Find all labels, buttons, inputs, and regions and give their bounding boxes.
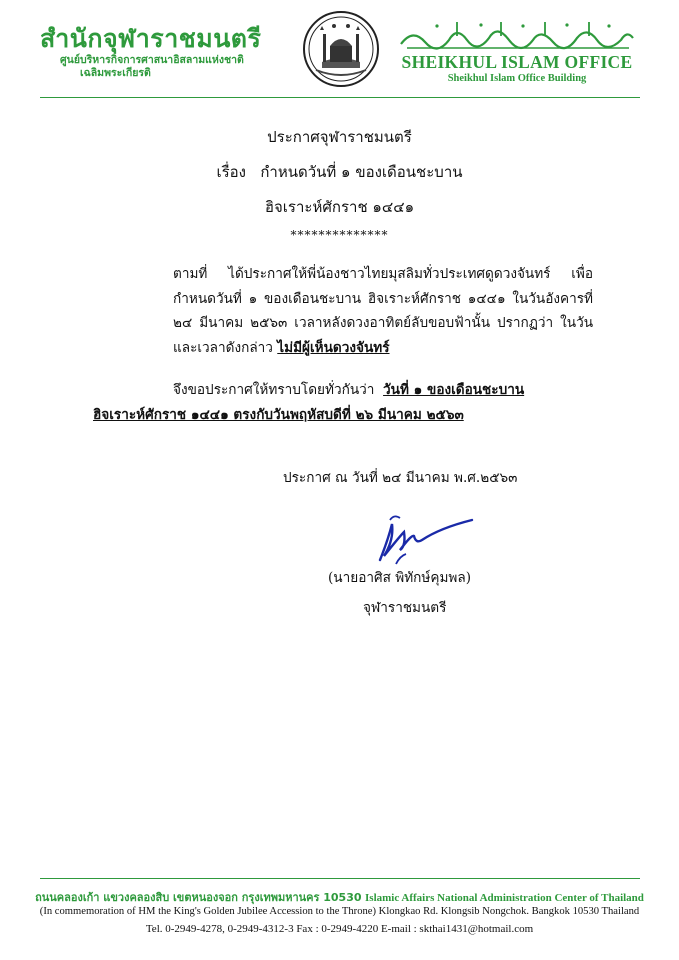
letterhead-english-block: [392, 20, 642, 85]
para1-text: ตามที่ ได้ประกาศให้พี่น้องชาวไทยมุสลิมทั่วประเทศดูดวงจันทร์ เพื่อกำหนดวันที่ ๑ ของเดือนชะบาน ฮิจเราะห์ศักราช ๑๔๔๑ ในวันอังคารที่ ๒๔ มีนาคม ๒๕๖๓ เวลาหลังดวงอาทิตย์ลับขอบฟ้านั้น ปรากฏว่า ในวันและเวลาดังกล่าว: [173, 266, 593, 356]
para1-emphasis: ไม่มีผู้เห็นดวงจันทร์: [277, 339, 390, 356]
thai-office-subtitle-2: เฉลิมพระเกียรติ: [80, 67, 151, 79]
signatory-name: (นายอาศิส พิทักษ์คุมพล): [328, 570, 471, 586]
subject-label: เรื่อง: [216, 163, 247, 181]
announcement-year: ฮิจเราะห์ศักราช ๑๔๔๑: [264, 198, 415, 216]
separator-stars: **************: [290, 228, 389, 242]
header-divider: [40, 97, 640, 98]
footer-contact: Tel. 0-2949-4278, 0-2949-4312-3 Fax : 0-2949-4220 E-mail : skthai1431@hotmail.com: [145, 923, 534, 935]
footer-divider: [40, 878, 640, 879]
para2-emphasis-2: ฮิจเราะห์ศักราช ๑๔๔๑ ตรงกับวันพฤหัสบดีที่ ๒๖ มีนาคม ๒๕๖๓: [93, 406, 464, 423]
footer-thai-address: ถนนคลองเก้า แขวงคลองสิบ เขตหนองจอก กรุงเทพมหานคร 10530: [35, 891, 362, 904]
thai-office-title: สำนักจุฬาราชมนตรี: [40, 24, 262, 53]
arabic-calligraphy-icon: [397, 20, 637, 52]
signatory-position: จุฬาราชมนตรี: [363, 600, 447, 616]
subject-text: กำหนดวันที่ ๑ ของเดือนชะบาน: [260, 163, 463, 181]
footer-address-line: [0, 888, 679, 906]
announcement-subject: [0, 162, 679, 182]
announcement-date: ประกาศ ณ วันที่ ๒๔ มีนาคม พ.ศ.๒๕๖๓: [283, 470, 518, 486]
para2-text: จึงขอประกาศให้ทราบโดยทั่วกันว่า: [173, 382, 375, 398]
mosque-seal-icon: [302, 10, 380, 88]
signature-icon: [370, 510, 480, 570]
letterhead: [0, 0, 679, 100]
footer-commemoration: (In commemoration of HM the King's Golden Jubilee Accession to the Throne) Klongkao Rd. Klongsib Nongchok. Bangkok 10530 Thailand: [39, 906, 640, 917]
announcement-title: ประกาศจุฬาราชมนตรี: [267, 128, 412, 146]
body-paragraph-2: [93, 378, 593, 427]
thai-office-subtitle-1: ศูนย์บริหารกิจการศาสนาอิสลามแห่งชาติ: [60, 54, 244, 66]
para2-emphasis-1: วันที่ ๑ ของเดือนชะบาน: [383, 382, 525, 398]
footer-center-name: Islamic Affairs National Administration Center of Thailand: [365, 892, 644, 904]
english-office-title: SHEIKHUL ISLAM OFFICE: [401, 52, 633, 72]
english-office-subtitle: Sheikhul Islam Office Building: [447, 73, 587, 84]
letterhead-thai-block: [40, 24, 290, 80]
body-paragraph-1: [93, 262, 593, 360]
